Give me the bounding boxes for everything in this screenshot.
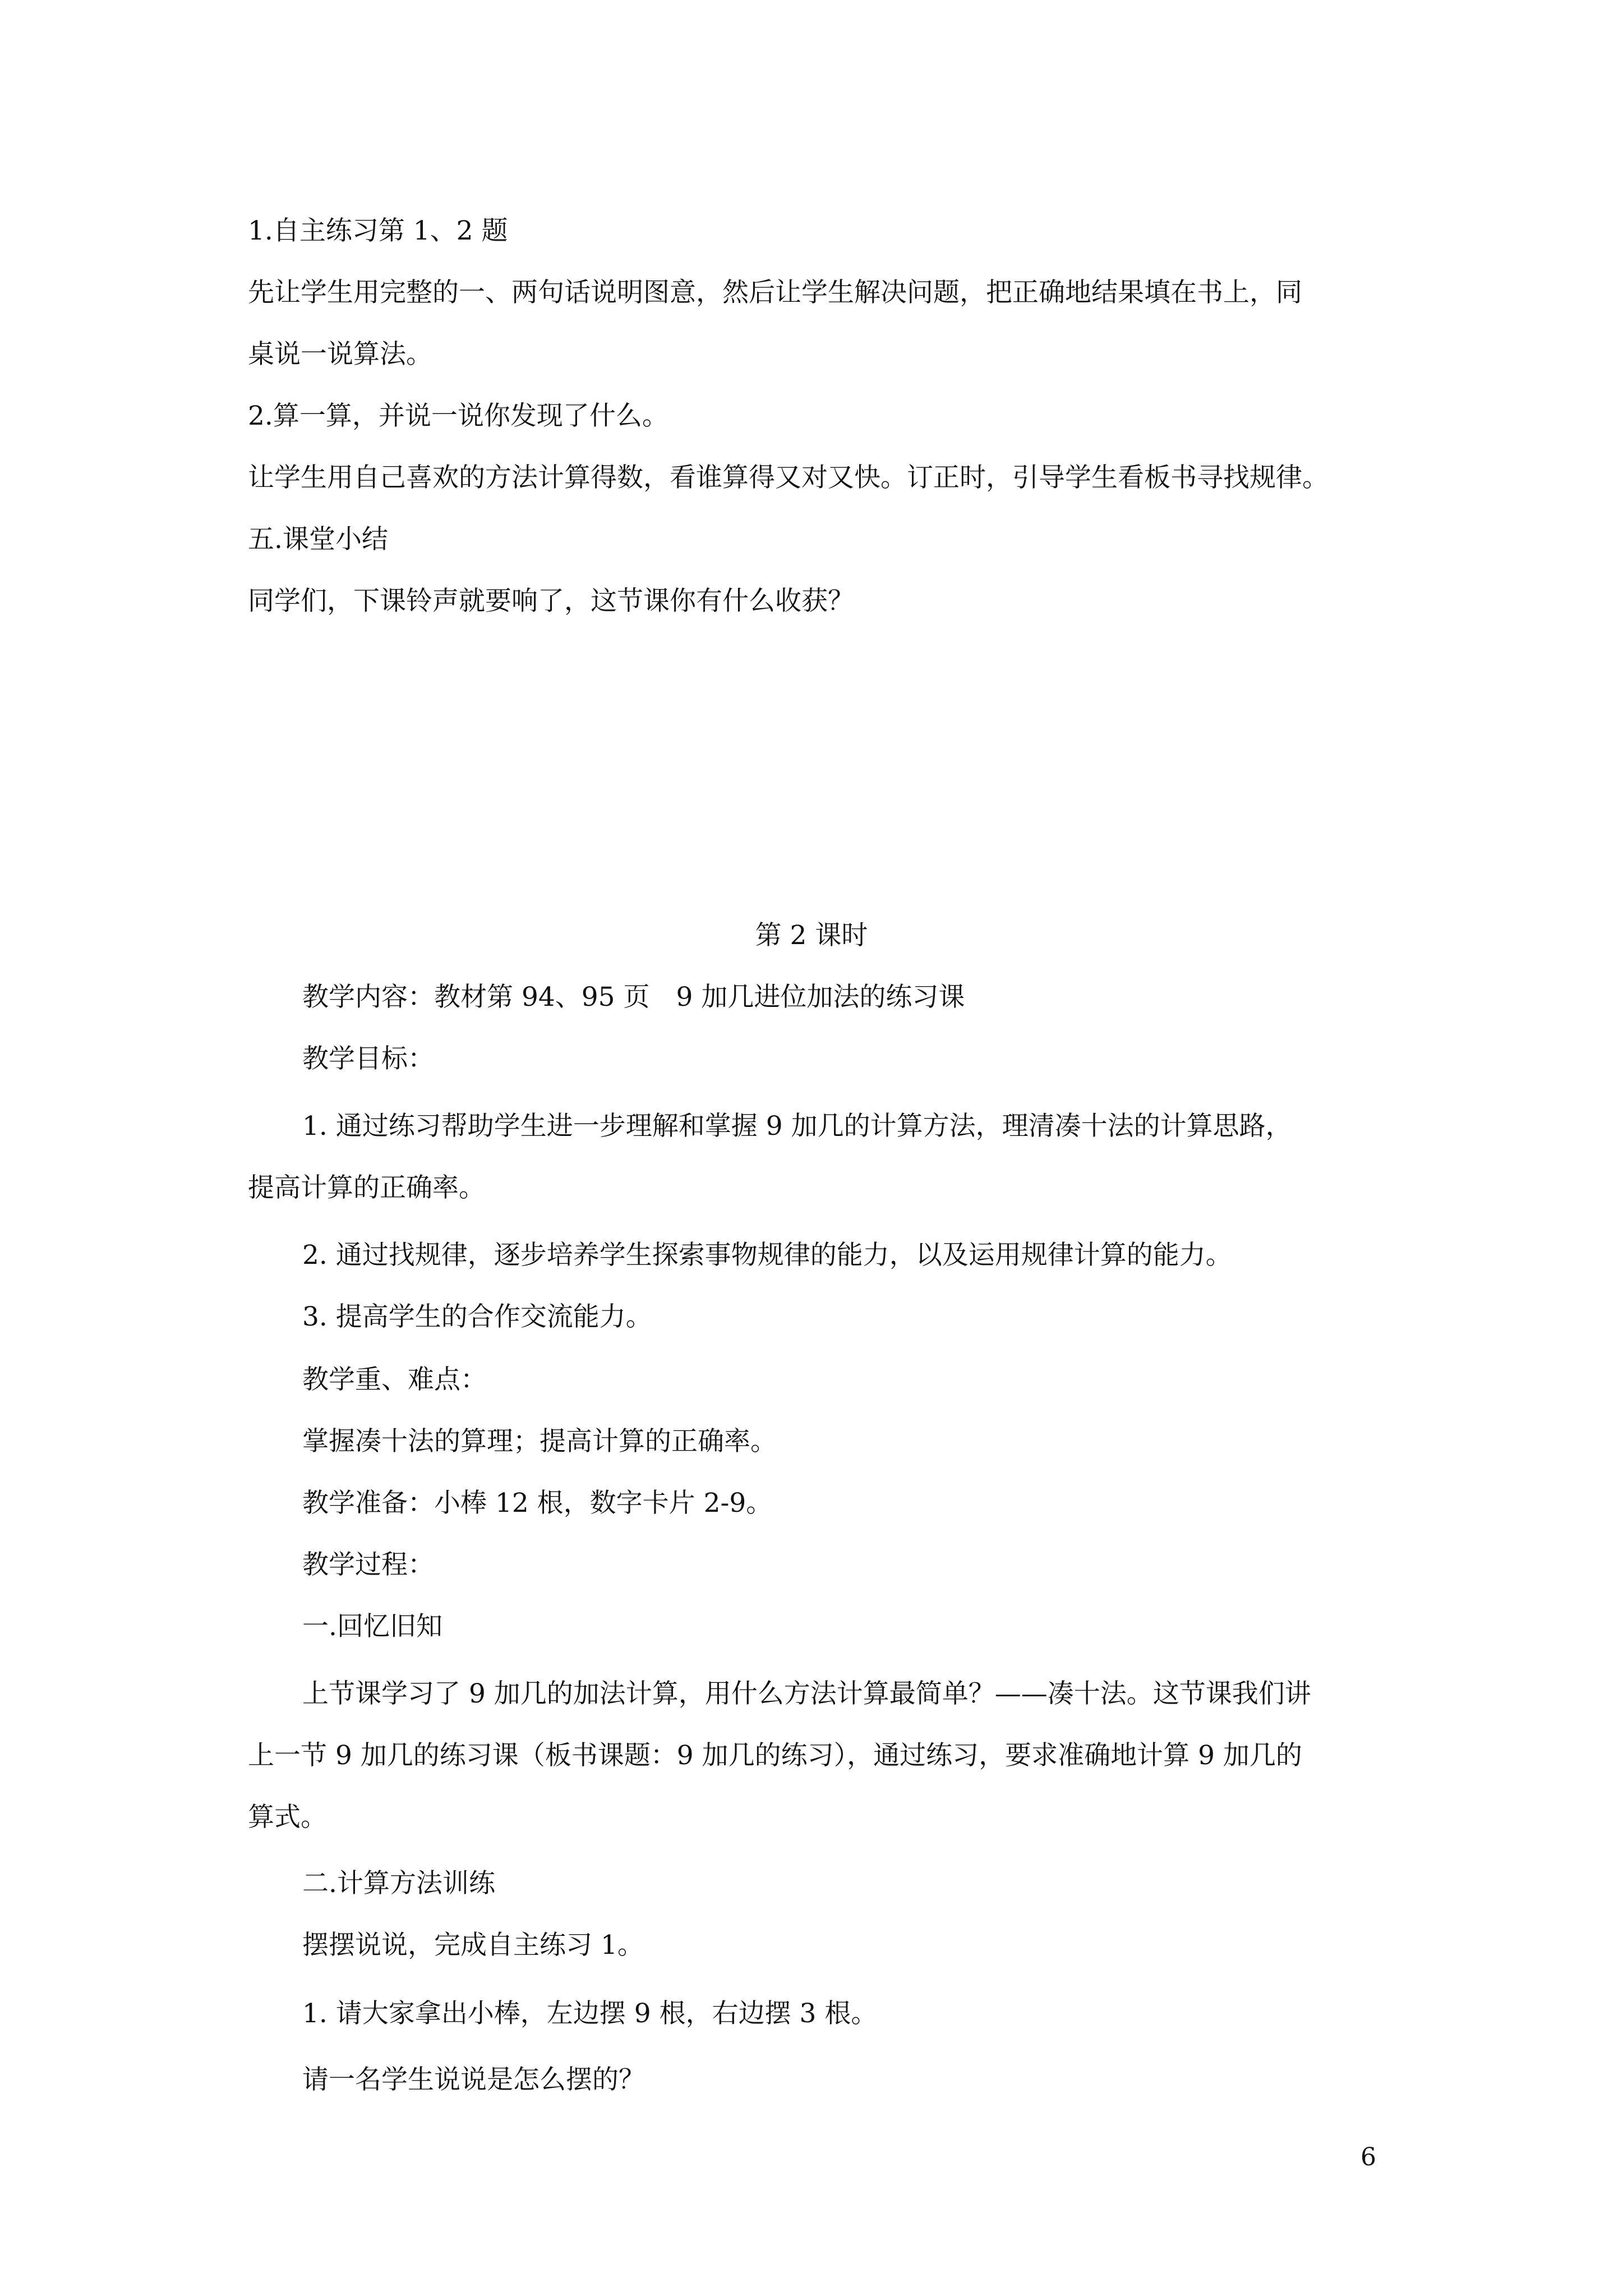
step-1-line-2: 上一节 9 加几的练习课（板书课题：9 加几的练习），通过练习，要求准确地计算 9 加几的 bbox=[248, 1740, 1302, 1771]
step-2-item-1-followup: 请一名学生说说是怎么摆的？ bbox=[302, 2064, 645, 2095]
summary-heading: 五.课堂小结 bbox=[248, 524, 388, 555]
exercise-1-description-line-2: 桌说一说算法。 bbox=[248, 339, 432, 370]
exercise-2-heading: 2.算一算，并说一说你发现了什么。 bbox=[248, 401, 668, 431]
step-2-heading: 二.计算方法训练 bbox=[302, 1868, 495, 1899]
exercise-2-description: 让学生用自己喜欢的方法计算得数，看谁算得又对又快。订正时，引导学生看板书寻找规律。 bbox=[248, 462, 1329, 493]
objective-1-line-1: 1. 通过练习帮助学生进一步理解和掌握 9 加几的计算方法，理清凑十法的计算思路， bbox=[302, 1111, 1292, 1142]
step-2-item-1: 1. 请大家拿出小棒，左边摆 9 根，右边摆 3 根。 bbox=[302, 1998, 878, 2029]
objective-1-line-2: 提高计算的正确率。 bbox=[248, 1172, 485, 1203]
objectives-label: 教学目标： bbox=[302, 1043, 434, 1074]
exercise-1-heading: 1.自主练习第 1、2 题 bbox=[248, 215, 508, 246]
step-1-line-1: 上节课学习了 9 加几的加法计算，用什么方法计算最简单？——凑十法。这节课我们讲 bbox=[302, 1678, 1311, 1709]
exercise-1-description-line-1: 先让学生用完整的一、两句话说明图意，然后让学生解决问题，把正确地结果填在书上，同 bbox=[248, 277, 1302, 308]
key-points-label: 教学重、难点： bbox=[302, 1364, 487, 1395]
teaching-content: 教学内容：教材第 94、95 页 9 加几进位加法的练习课 bbox=[302, 982, 965, 1013]
objective-2: 2. 通过找规律，逐步培养学生探索事物规律的能力，以及运用规律计算的能力。 bbox=[302, 1240, 1232, 1271]
step-1-heading: 一.回忆旧知 bbox=[302, 1611, 442, 1642]
teaching-preparation: 教学准备：小棒 12 根，数字卡片 2-9。 bbox=[302, 1488, 773, 1519]
lesson-title: 第 2 课时 bbox=[755, 920, 868, 951]
key-points: 掌握凑十法的算理；提高计算的正确率。 bbox=[302, 1426, 777, 1457]
objective-3: 3. 提高学生的合作交流能力。 bbox=[302, 1301, 652, 1332]
page-number: 6 bbox=[1361, 2143, 1376, 2171]
process-label: 教学过程： bbox=[302, 1549, 434, 1580]
step-2-intro: 摆摆说说，完成自主练习 1。 bbox=[302, 1930, 644, 1961]
summary-text: 同学们，下课铃声就要响了，这节课你有什么收获？ bbox=[248, 586, 854, 616]
step-1-line-3: 算式。 bbox=[248, 1802, 327, 1833]
